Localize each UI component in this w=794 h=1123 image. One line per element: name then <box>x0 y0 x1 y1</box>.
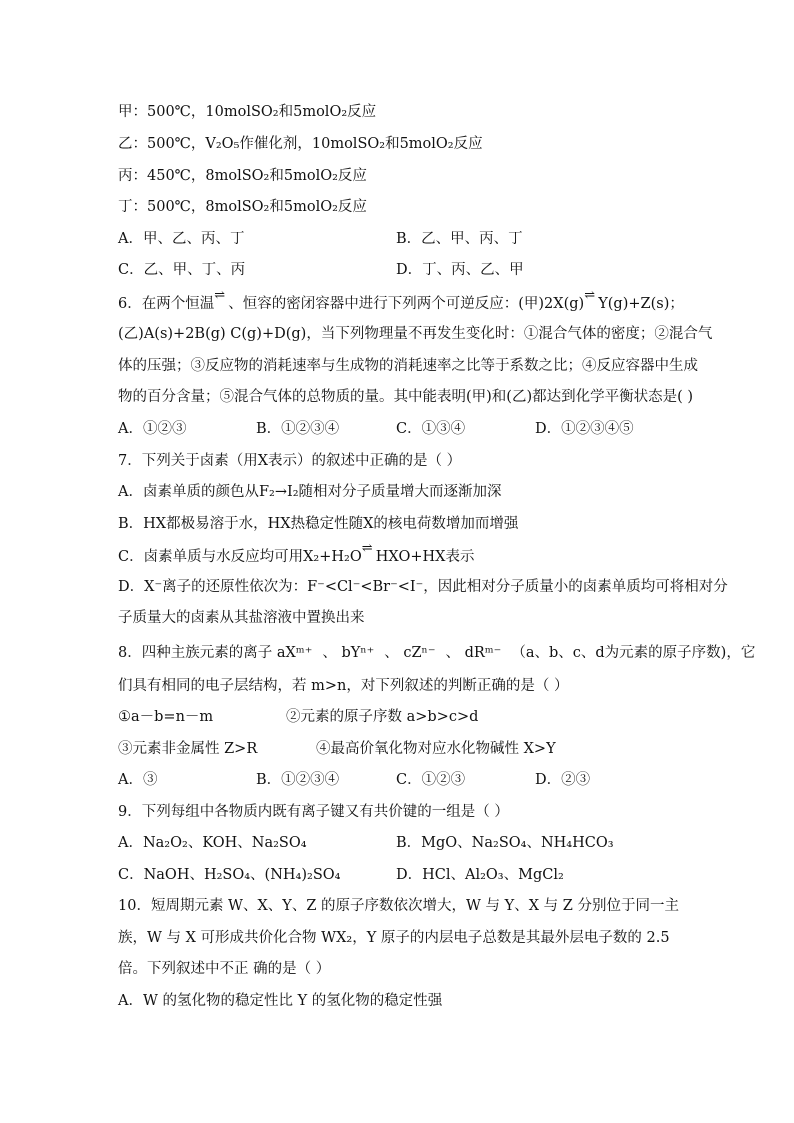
q8-statement-3: ③元素非金属性 Z>R <box>118 741 258 757</box>
ion-z: cZⁿ⁻ <box>403 645 436 661</box>
q6-stem-line2: (乙)A(s)+2B(g) C(g)+D(g)，当下列物理量不再发生变化时：①混合气体的密度；②混合气 <box>118 326 713 342</box>
q8-stem-part2: （a、b、c、d为元素的原子序数)，它 <box>511 645 756 661</box>
ion-r: dRᵐ⁻ <box>464 645 502 661</box>
ion-x: aXᵐ⁺ <box>276 645 313 661</box>
q5-option-d: D．丁、丙、乙、甲 <box>396 262 524 278</box>
q8-option-a: A．③ <box>118 772 158 788</box>
q5-option-a: A．甲、乙、丙、丁 <box>118 231 245 247</box>
q5-option-c: C．乙、甲、丁、丙 <box>118 262 246 278</box>
q8-option-b: B．①②③④ <box>256 772 340 788</box>
condition-jia: 甲：500℃，10molSO₂和5molO₂反应 <box>118 104 377 120</box>
q6-stem-part2: 、恒容的密闭容器中进行下列两个可逆反应：(甲)2X(g) <box>228 296 585 312</box>
q6-option-d: D．①②③④⑤ <box>535 421 634 437</box>
condition-yi: 乙：500℃，V₂O₅作催化剂，10molSO₂和5molO₂反应 <box>118 136 483 152</box>
q9-option-b: B．MgO、Na₂SO₄、NH₄HCO₃ <box>396 835 614 851</box>
q10-stem-line2: 族，W 与 X 可形成共价化合物 WX₂，Y 原子的内层电子总数是其最外层电子数的 2.5 <box>118 930 670 946</box>
q8-stem-line1: 8．四种主族元素的离子 aXᵐ⁺ 、 bYⁿ⁺ 、 cZⁿ⁻ 、 dRᵐ⁻ （a、b、c、d为元素的原子序数)，它 <box>118 645 756 661</box>
q9-stem: 9．下列每组中各物质内既有离子键又有共价键的一组是（ ） <box>118 804 509 820</box>
q7-stem: 7．下列关于卤素（用X表示）的叙述中正确的是（ ） <box>118 453 462 469</box>
q8-option-d: D．②③ <box>535 772 591 788</box>
q6-option-a: A．①②③ <box>118 421 187 437</box>
q7-option-d-line1: D．X⁻离子的还原性依次为：F⁻<Cl⁻<Br⁻<I⁻，因此相对分子质量小的卤素单质均可将相对分 <box>118 579 728 595</box>
q7-option-c-part2: HXO+HX表示 <box>375 549 475 565</box>
q6-stem-part3: Y(g)+Z(s)； <box>598 296 684 312</box>
q8-statement-1: ①a－b=n－m <box>118 709 214 725</box>
q6-stem-line3: 体的压强；③反应物的消耗速率与生成物的消耗速率之比等于系数之比；④反应容器中生成 <box>118 358 698 374</box>
q6-stem-line4: 物的百分含量；⑤混合气体的总物质的量。其中能表明(甲)和(乙)都达到化学平衡状态是( ) <box>118 389 694 405</box>
q7-option-b: B．HX都极易溶于水，HX热稳定性随X的核电荷数增加而增强 <box>118 516 519 532</box>
q7-option-a: A．卤素单质的颜色从F₂→I₂随相对分子质量增大而逐渐加深 <box>118 484 502 500</box>
q8-stem-part1: 8．四种主族元素的离子 <box>118 645 273 661</box>
condition-ding: 丁：500℃，8molSO₂和5molO₂反应 <box>118 199 367 215</box>
q6-option-c: C．①③④ <box>396 421 466 437</box>
equilibrium-arrow-icon <box>214 292 228 304</box>
q6-stem-part1: 6．在两个恒温 <box>118 296 215 312</box>
condition-bing: 丙：450℃，8molSO₂和5molO₂反应 <box>118 168 367 184</box>
ion-y: bYⁿ⁺ <box>341 645 375 661</box>
q7-option-c-part1: C．卤素单质与水反应均可用X₂+H₂O <box>118 549 362 565</box>
q10-stem-line3: 倍。下列叙述中不正 确的是（ ） <box>118 961 331 977</box>
q5-option-b: B．乙、甲、丙、丁 <box>396 231 523 247</box>
q6-stem-line1 <box>118 292 684 314</box>
q8-stem-line2: 们具有相同的电子层结构，若 m>n，对下列叙述的判断正确的是（ ） <box>118 678 569 694</box>
q8-statement-4: ④最高价氧化物对应水化物碱性 X>Y <box>316 741 556 757</box>
q9-option-c: C．NaOH、H₂SO₄、(NH₄)₂SO₄ <box>118 867 341 883</box>
equilibrium-arrow-icon <box>362 545 376 557</box>
q8-option-c: C．①②③ <box>396 772 466 788</box>
equilibrium-arrow-icon <box>584 292 598 304</box>
q7-option-d-line2: 子质量大的卤素从其盐溶液中置换出来 <box>118 610 365 626</box>
q10-stem-line1: 10．短周期元素 W、X、Y、Z 的原子序数依次增大，W 与 Y、X 与 Z 分别位于同一主 <box>118 898 679 914</box>
q9-option-a: A．Na₂O₂、KOH、Na₂SO₄ <box>118 835 307 851</box>
q8-statement-2: ②元素的原子序数 a>b>c>d <box>286 709 479 725</box>
q9-option-d: D．HCl、Al₂O₃、MgCl₂ <box>396 867 564 883</box>
q6-option-b: B．①②③④ <box>256 421 340 437</box>
q7-option-c <box>118 545 474 567</box>
q10-option-a: A．W 的氢化物的稳定性比 Y 的氢化物的稳定性强 <box>118 993 443 1009</box>
